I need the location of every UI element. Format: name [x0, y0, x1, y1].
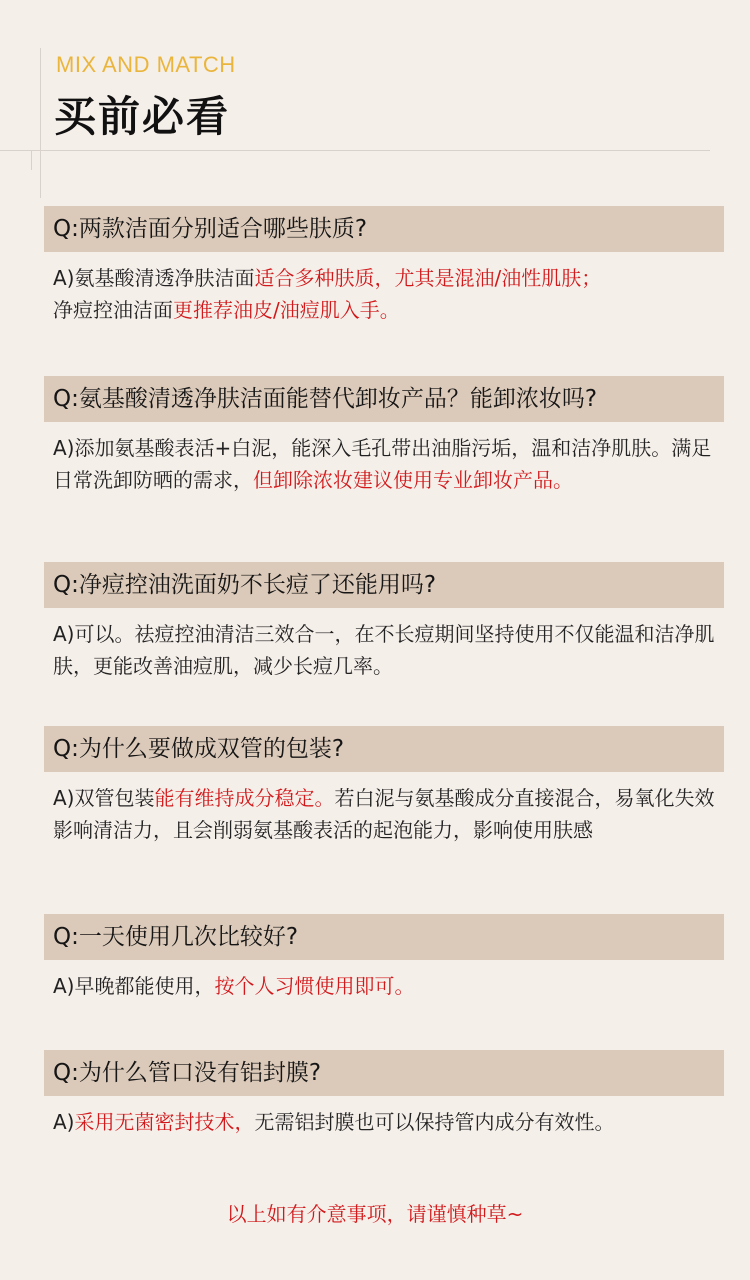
answer-highlight: 更推荐油皮/油痘肌入手。 [173, 298, 400, 322]
answer-text: A)添加氨基酸表活+白泥，能深入毛孔带出油脂污垢，温和洁净肌肤。满足日常洗卸防晒的需求， [53, 436, 712, 492]
faq-question: Q:一天使用几次比较好? [44, 914, 724, 960]
page-title: 买前必看 [54, 92, 231, 141]
answer-highlight: 但卸除浓妆建议使用专业卸妆产品。 [253, 468, 573, 492]
faq-item [44, 206, 724, 326]
faq-item [44, 914, 724, 1002]
answer-text: 若白泥与氨基酸成分直接混合，易氧化失效影响清洁力，且会削弱氨基酸表活的起泡能力，影响使用肤感 [53, 786, 715, 842]
answer-text: A) [53, 1110, 75, 1134]
answer-highlight: 采用无菌密封技术， [74, 1110, 255, 1134]
faq-item [44, 1050, 724, 1138]
faq-question: Q:为什么要做成双管的包装? [44, 726, 724, 772]
answer-highlight: 按个人习惯使用即可。 [214, 974, 415, 998]
faq-item [44, 562, 724, 682]
answer-text: A)可以。祛痘控油清洁三效合一，在不长痘期间坚持使用不仅能温和洁净肌肤，更能改善油痘肌，减少长痘几率。 [53, 622, 715, 678]
faq-answer [44, 618, 724, 682]
decorative-vertical-line-short [31, 150, 32, 170]
answer-text: A)双管包装 [53, 786, 155, 810]
answer-text: A)早晚都能使用， [53, 974, 215, 998]
footer-note: 以上如有介意事项，请谨慎种草~ [226, 1202, 524, 1226]
answer-text: 净痘控油洁面 [53, 298, 173, 322]
answer-text: 无需铝封膜也可以保持管内成分有效性。 [254, 1110, 615, 1134]
decorative-horizontal-line [0, 150, 710, 151]
faq-item [44, 376, 724, 496]
answer-highlight: 适合多种肤质，尤其是混油/油性肌肤； [254, 266, 602, 290]
faq-answer [44, 782, 724, 846]
faq-question: Q:为什么管口没有铝封膜? [44, 1050, 724, 1096]
faq-answer [44, 1106, 724, 1138]
faq-answer [44, 970, 724, 1002]
faq-answer [44, 432, 724, 496]
answer-text: A)氨基酸清透净肤洁面 [53, 266, 255, 290]
answer-highlight: 能有维持成分稳定。 [154, 786, 335, 810]
faq-question: Q:净痘控油洗面奶不长痘了还能用吗? [44, 562, 724, 608]
decorative-vertical-line [40, 48, 41, 198]
faq-answer [44, 262, 724, 326]
faq-item [44, 726, 724, 846]
faq-question: Q:氨基酸清透净肤洁面能替代卸妆产品？能卸浓妆吗? [44, 376, 724, 422]
faq-question: Q:两款洁面分别适合哪些肤质? [44, 206, 724, 252]
header-eyebrow: MIX AND MATCH [56, 52, 236, 77]
